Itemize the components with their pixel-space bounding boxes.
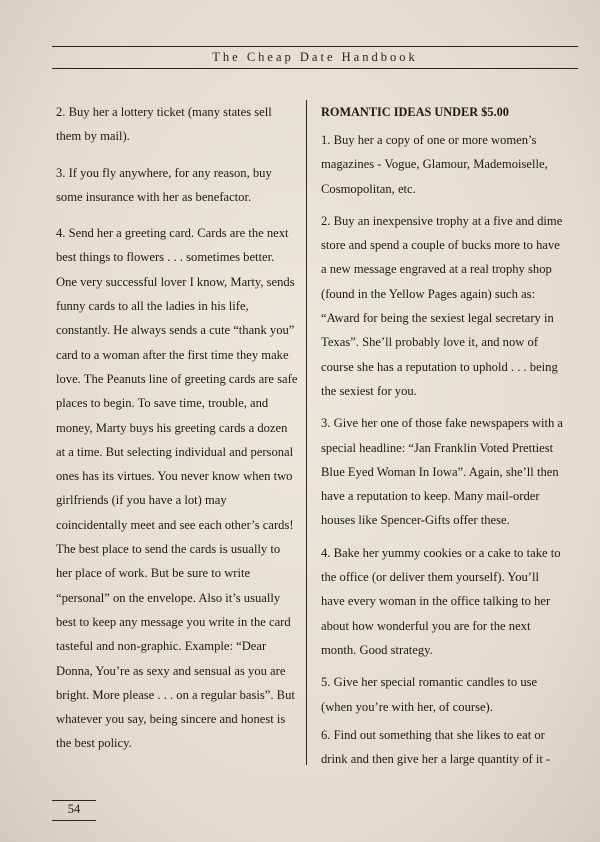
right-paragraph-2: 2. Buy an inexpensive trophy at a five and dime store and spend a couple of bucks more to have a new message engraved at a real trophy shop (found in the Yellow Pages again) such as: “Award for being the sexiest legal secretary in Texas”. She’ll probably love it, and now of course she has a reputation to uphold . . . being the sexiest for you. <box>321 213 563 398</box>
right-column <box>321 100 565 779</box>
right-paragraph-6: 6. Find out something that she likes to eat or drink and then give her a large quantity of it - <box>321 727 551 767</box>
left-paragraph-3: 4. Send her a greeting card. Cards are the next best things to flowers . . . sometimes better. One very successful lover I know, Marty, sends funny cards to all the ladies in his life, constantly. He always sends a cute “thank you” card to a woman after the first time they make love. The Peanuts line of greeting cards are safe places to begin. To save time, trouble, and money, Marty buys his greeting cards a dozen at a time. But selecting individual and personal ones has its virtues. You never know when two girlfriends (if you have a lot) may coincidentally meet and see each other’s cards! The best place to send the cards is usually to her place of work. But be sure to write “personal” on the envelope. Also it’s usually best to keep any message you write in the card tasteful and non-graphic. Example: “Dear Donna, You’re as sexy and sensual as you are bright. More please . . . on a regular basis”. But whatever you say, being sincere and honest is the best policy. <box>56 226 298 751</box>
left-column <box>56 100 298 768</box>
left-paragraph-1: 2. Buy her a lottery ticket (many states sell them by mail). <box>56 105 272 144</box>
right-paragraph-3: 3. Give her one of those fake newspapers with a special headline: “Jan Franklin Voted Prettiest Blue Eyed Woman In Iowa”. Again, she’ll then have a reputation to keep. Many mail-order houses like Spencer-Gifts offer these. <box>321 416 563 528</box>
right-paragraph-5: 5. Give her special romantic candles to use (when you’re with her, of course). <box>321 675 538 714</box>
page-number: 54 <box>67 802 81 816</box>
header-rule-bottom <box>52 68 578 69</box>
header-rule-top <box>52 46 578 47</box>
folio-rule-top <box>52 800 96 801</box>
folio-rule-bottom <box>52 820 96 821</box>
right-paragraph-4: 4. Bake her yummy cookies or a cake to take to the office (or deliver them yourself). You’ll have every woman in the office talking to her about how wonderful you are for the next month. Good strategy. <box>321 545 561 657</box>
section-heading: ROMANTIC IDEAS UNDER $5.00 <box>321 105 509 119</box>
column-divider <box>306 100 307 765</box>
left-paragraph-2: 3. If you fly anywhere, for any reason, buy some insurance with her as benefactor. <box>56 165 272 204</box>
right-paragraph-1: 1. Buy her a copy of one or more women’s magazines - Vogue, Glamour, Mademoiselle, Cosmopolitan, etc. <box>321 133 548 196</box>
running-head: The Cheap Date Handbook <box>212 50 418 64</box>
